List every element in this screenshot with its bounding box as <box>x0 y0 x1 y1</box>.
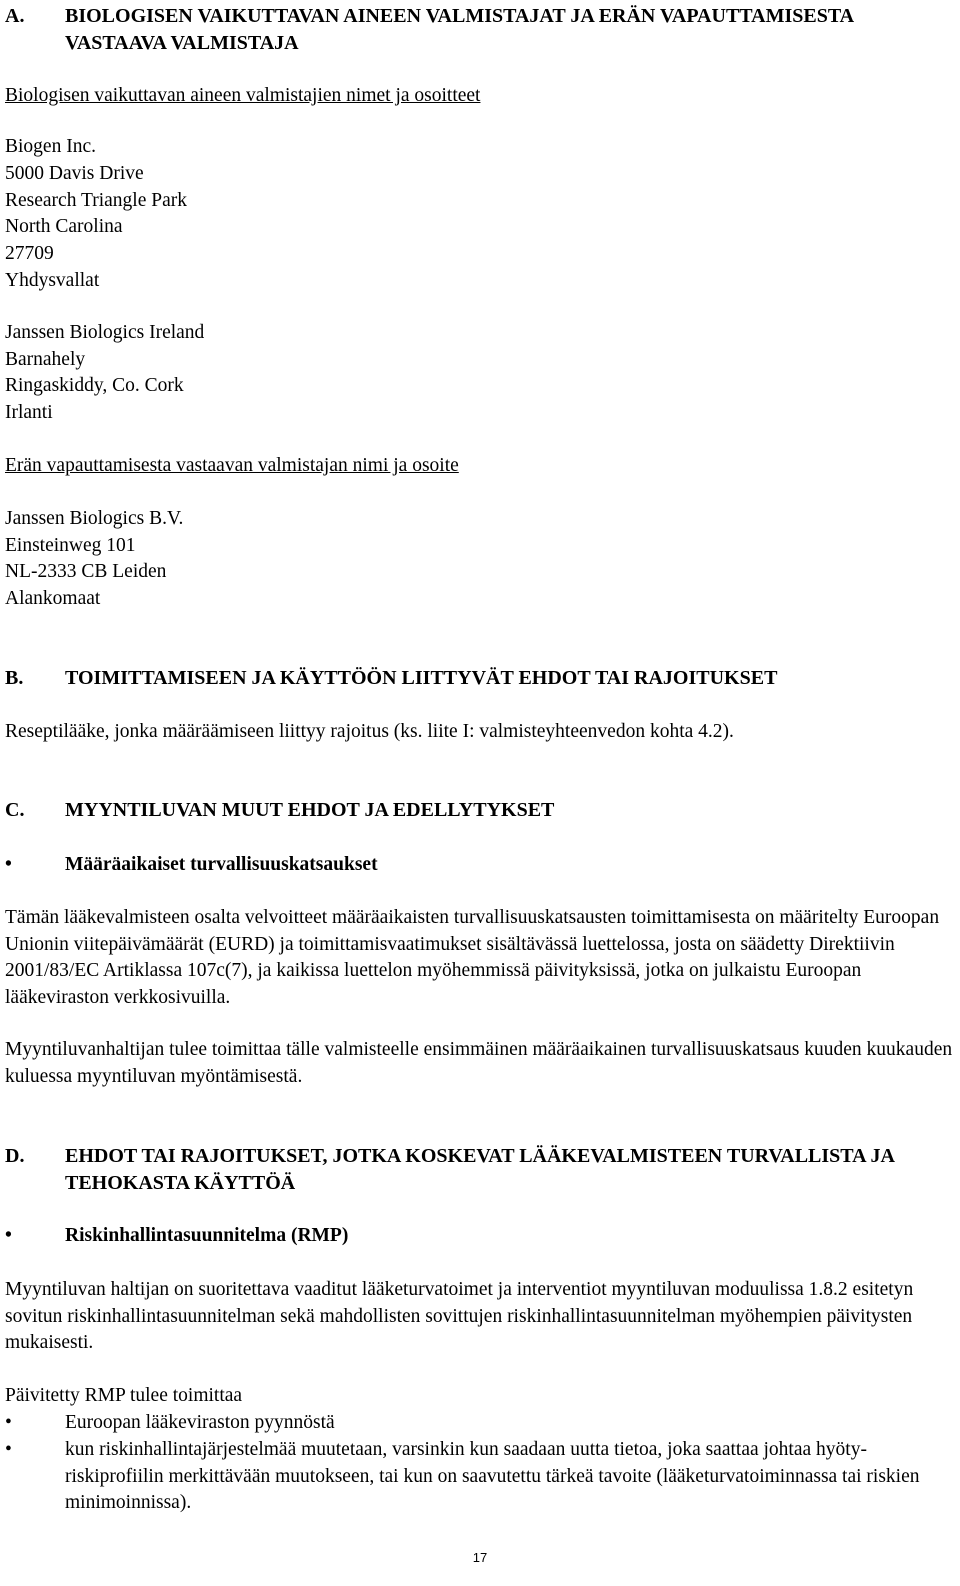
section-d-heading <box>5 1143 953 1197</box>
section-c-bullet-heading: Määräaikaiset turvallisuuskatsaukset <box>65 854 378 875</box>
bullet-icon: • <box>5 1439 12 1460</box>
section-c-paragraph1: Tämän lääkevalmisteen osalta velvoitteet määräaikaisten turvallisuuskatsausten toimittamisesta on määritelty Euroopan Unionin viitepäivämäärät (EURD) ja toimittamisvaatimukset sisältävässä luettelossa, josta on säädetty Direktiivin 2001/83/EC Artiklassa 107c(7), ja kaikissa luettelon myöhemmissä päivityksissä, jotka on julkaistu Euroopan lääkeviraston verkkosivuilla. <box>5 907 940 1008</box>
address2-line: Ringaskiddy, Co. Cork <box>5 375 184 396</box>
section-c-heading <box>5 797 953 824</box>
address1-line: Biogen Inc. <box>5 136 96 157</box>
section-d-title: EHDOT TAI RAJOITUKSET, JOTKA KOSKEVAT LÄÄKEVALMISTEEN TURVALLISTA JA TEHOKASTA KÄYTTÖÄ <box>65 1145 894 1194</box>
section-c-paragraph2: Myyntiluvanhaltijan tulee toimittaa tälle valmisteelle ensimmäinen määräaikainen turvallisuuskatsaus kuuden kuukauden kuluessa myyntiluvan myöntämisestä. <box>5 1039 953 1087</box>
release-heading: Erän vapauttamisesta vastaavan valmistajan nimi ja osoite <box>5 455 459 476</box>
update-list-item <box>5 1410 953 1437</box>
section-d-bullet-heading: Riskinhallintasuunnitelma (RMP) <box>65 1225 349 1246</box>
update-intro: Päivitetty RMP tulee toimittaa <box>5 1385 243 1406</box>
address3-line: Alankomaat <box>5 588 101 609</box>
section-c-title: MYYNTILUVAN MUUT EHDOT JA EDELLYTYKSET <box>65 799 555 821</box>
section-c-bullet <box>5 852 953 879</box>
section-a-title: BIOLOGISEN VAIKUTTAVAN AINEEN VALMISTAJAT JA ERÄN VAPAUTTAMISESTA VASTAAVA VALMISTAJA <box>65 5 854 54</box>
section-d-letter: D. <box>5 1145 25 1167</box>
manufacturers-heading: Biologisen vaikuttavan aineen valmistajien nimet ja osoitteet <box>5 85 481 106</box>
bullet-icon: • <box>5 1412 12 1433</box>
address1-line: Yhdysvallat <box>5 270 100 291</box>
section-b-letter: B. <box>5 667 24 689</box>
address3-line: NL-2333 CB Leiden <box>5 561 167 582</box>
update-list-item-text: kun riskinhallintajärjestelmää muutetaan, varsinkin kun saadaan uutta tietoa, joka saattaa johtaa hyöty-riskiprofiilin merkittävään muutokseen, tai kun on saavutettu tärkeä tavoite (lääketurvatoiminnassa tai riskien minimoinnissa). <box>65 1439 920 1514</box>
section-d-paragraph1: Myyntiluvan haltijan on suoritettava vaaditut lääketurvatoimet ja interventiot myyntiluvan moduulissa 1.8.2 esitetyn sovitun riskinhallintasuunnitelman sekä mahdollisten sovittujen riskinhallintasuunnitelman myöhempien päivitysten mukaisesti. <box>5 1279 914 1354</box>
section-a-letter: A. <box>5 5 25 27</box>
address1-line: 27709 <box>5 243 54 264</box>
section-c-letter: C. <box>5 799 25 821</box>
section-b-heading <box>5 665 953 692</box>
address2-line: Irlanti <box>5 402 53 423</box>
section-b-title: TOIMITTAMISEEN JA KÄYTTÖÖN LIITTYVÄT EHDOT TAI RAJOITUKSET <box>65 667 778 689</box>
page-number: 17 <box>472 1550 488 1565</box>
section-d-bullet <box>5 1223 953 1250</box>
bullet-icon: • <box>5 854 12 875</box>
address1-line: North Carolina <box>5 216 123 237</box>
bullet-icon: • <box>5 1225 12 1246</box>
address3-line: Einsteinweg 101 <box>5 535 136 556</box>
section-b-text: Reseptilääke, jonka määräämiseen liittyy rajoitus (ks. liite I: valmisteyhteenvedon kohta 4.2). <box>5 721 734 742</box>
section-a-heading <box>5 3 953 57</box>
address2-line: Barnahely <box>5 349 86 370</box>
address2-line: Janssen Biologics Ireland <box>5 322 205 343</box>
address1-line: 5000 Davis Drive <box>5 163 144 184</box>
address3-line: Janssen Biologics B.V. <box>5 508 184 529</box>
address1-line: Research Triangle Park <box>5 190 187 211</box>
update-list-item-text: Euroopan lääkeviraston pyynnöstä <box>65 1412 335 1433</box>
update-list-item <box>5 1437 953 1517</box>
